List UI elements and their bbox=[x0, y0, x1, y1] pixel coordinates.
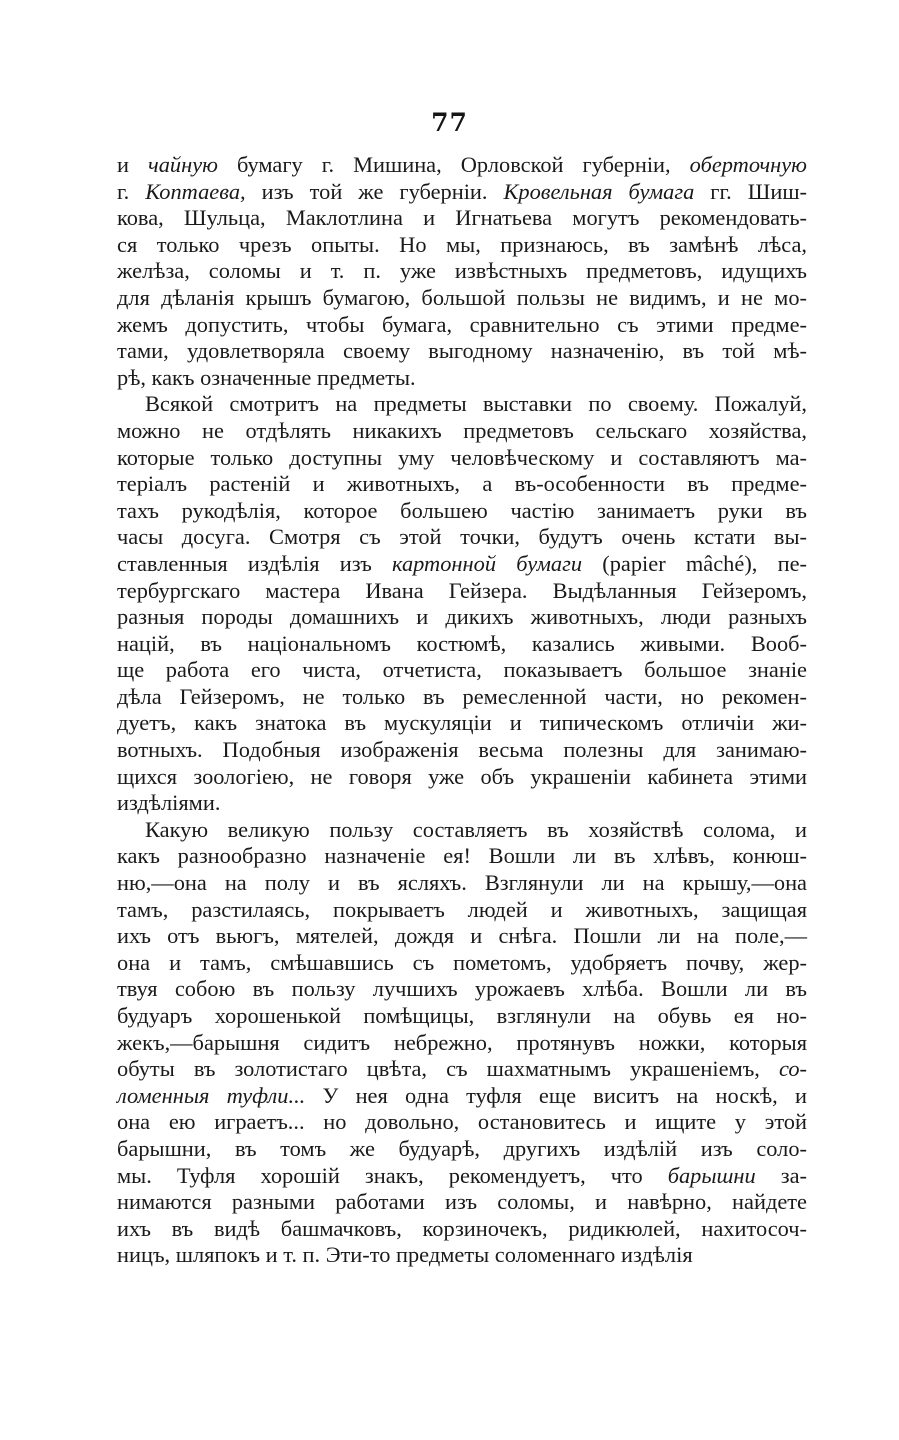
italic-run: оберточную bbox=[689, 152, 807, 177]
text-line bbox=[117, 897, 807, 924]
text-run: обуты въ золотистаго цвѣта, съ шахматнымъ украшеніемъ, bbox=[117, 1056, 779, 1082]
italic-run: Кровельная бумага bbox=[503, 178, 695, 204]
text-run: кова, Шульца, Маклотлина и Игнатьева могутъ рекомендовать- bbox=[117, 205, 807, 231]
text-line bbox=[117, 524, 807, 551]
text-run: націй, въ національномъ костюмѣ, казались живыми. Вооб- bbox=[117, 630, 807, 656]
text-line bbox=[117, 631, 807, 658]
paragraph bbox=[117, 817, 807, 1269]
text-run: вотныхъ. Подобныя изображенія весьма полезны для занимаю- bbox=[117, 737, 807, 763]
text-run: для дѣланія крышъ бумагою, большой пользы не видимъ, и не мо- bbox=[117, 284, 807, 310]
text-line bbox=[117, 843, 807, 870]
text-run: она ею играетъ... но довольно, остановитесь и ищите у этой bbox=[117, 1109, 807, 1135]
text-line bbox=[117, 578, 807, 605]
text-run: часы досуга. Смотря съ этой точки, будутъ очень кстати вы- bbox=[117, 524, 807, 550]
text-line bbox=[117, 1030, 807, 1057]
text-run: можно не отдѣлять никакихъ предметовъ сельскаго хозяйства, bbox=[117, 417, 807, 443]
text-line bbox=[117, 1083, 807, 1110]
body-text bbox=[117, 152, 807, 1269]
text-run: ихъ отъ вьюгъ, мятелей, дождя и снѣга. Пошли ли на поле,— bbox=[117, 923, 807, 949]
text-line bbox=[117, 205, 807, 232]
text-run: мы. Туфля хорошій знакъ, рекомендуетъ, что bbox=[117, 1162, 668, 1188]
text-line bbox=[117, 285, 807, 312]
text-run: разныя породы домашнихъ и дикихъ животныхъ, люди разныхъ bbox=[117, 604, 807, 630]
text-run: тахъ рукодѣлія, которое большею частію занимаетъ руки въ bbox=[117, 497, 807, 523]
text-run: гг. Шиш- bbox=[694, 178, 808, 204]
text-line bbox=[117, 1216, 807, 1243]
text-run: жекъ,—барышня сидитъ небрежно, протянувъ ножки, которыя bbox=[117, 1029, 807, 1055]
text-run: издѣліями. bbox=[117, 790, 221, 816]
text-line bbox=[117, 1109, 807, 1136]
italic-run: Коптаева, bbox=[145, 178, 246, 204]
text-line bbox=[117, 764, 807, 791]
text-run: дуетъ, какъ знатока въ мускуляціи и типическомъ отличіи жи- bbox=[117, 710, 807, 736]
text-line bbox=[117, 152, 807, 179]
text-line bbox=[117, 710, 807, 737]
text-run: нимаются разными работами изъ соломы, и навѣрно, найдете bbox=[117, 1189, 807, 1215]
text-run: ще работа его чиста, отчетиста, показываетъ большое знаніе bbox=[117, 657, 807, 683]
text-run: У нея одна туфля еще виситъ на носкѣ, и bbox=[305, 1082, 807, 1108]
text-line bbox=[117, 338, 807, 365]
text-line bbox=[117, 179, 807, 206]
text-run: ню,—она на полу и въ ясляхъ. Взглянули ли на крышу,—она bbox=[117, 870, 807, 896]
italic-run: ломенныя туфли... bbox=[117, 1082, 306, 1108]
text-run: ницъ, шляпокъ и т. п. Эти-то предметы соломеннаго издѣлія bbox=[117, 1242, 693, 1268]
text-line bbox=[117, 418, 807, 445]
text-line bbox=[117, 790, 807, 817]
paragraph bbox=[117, 152, 807, 391]
text-run: рѣ, какъ означенные предметы. bbox=[117, 364, 416, 390]
text-run: г. bbox=[117, 178, 146, 204]
text-run: бумагу г. Мишина, Орловской губерніи, bbox=[217, 152, 690, 177]
text-line bbox=[117, 232, 807, 259]
text-line bbox=[117, 657, 807, 684]
text-line bbox=[117, 365, 807, 392]
text-run: за- bbox=[755, 1162, 807, 1188]
text-run: (papier mâché), пе- bbox=[582, 550, 807, 576]
text-run: тамъ, разстилаясь, покрываетъ людей и животныхъ, защищая bbox=[117, 896, 807, 922]
text-run: жемъ допустить, чтобы бумага, сравнительно съ этими предме- bbox=[117, 311, 807, 337]
text-run: твуя собою въ пользу лучшихъ урожаевъ хлѣба. Вошли ли въ bbox=[117, 976, 807, 1002]
text-run: щихся зоологіею, не говоря уже объ украшеніи кабинета этими bbox=[117, 763, 807, 789]
text-line bbox=[117, 870, 807, 897]
text-line bbox=[117, 1003, 807, 1030]
italic-run: картонной бумаги bbox=[392, 550, 583, 576]
text-run: будуаръ хорошенькой помѣщицы, взглянули на обувь ея но- bbox=[117, 1003, 807, 1028]
text-run: дѣла Гейзеромъ, не только въ ремесленной части, но рекомен- bbox=[117, 683, 807, 709]
text-line bbox=[117, 1242, 807, 1269]
text-line bbox=[117, 817, 807, 844]
text-run: она и тамъ, смѣшавшись съ пометомъ, удобряетъ почву, жер- bbox=[117, 949, 807, 975]
text-run: изъ той же губерніи. bbox=[245, 178, 504, 204]
text-run: какъ разнообразно назначеніе ея! Вошли ли въ хлѣвъ, конюш- bbox=[117, 843, 807, 869]
paragraph bbox=[117, 391, 807, 817]
text-line bbox=[117, 258, 807, 285]
text-run: Какую великую пользу составляетъ въ хозяйствѣ солома, и bbox=[145, 816, 807, 842]
text-line bbox=[117, 737, 807, 764]
text-line bbox=[117, 1189, 807, 1216]
italic-run: чайную bbox=[148, 152, 218, 177]
italic-run: со- bbox=[778, 1056, 807, 1082]
text-run: барышни, въ томъ же будуарѣ, другихъ издѣлій изъ соло- bbox=[117, 1135, 807, 1161]
text-line bbox=[117, 684, 807, 711]
text-line bbox=[117, 445, 807, 472]
text-run: теріалъ растеній и животныхъ, а въ-особенности въ предме- bbox=[117, 471, 807, 497]
text-run: ставленныя издѣлія изъ bbox=[117, 550, 393, 576]
text-line bbox=[117, 1136, 807, 1163]
text-line bbox=[117, 498, 807, 525]
text-run: ся только чрезъ опыты. Но мы, признаюсь, въ замѣнѣ лѣса, bbox=[117, 231, 807, 257]
text-run: желѣза, соломы и т. п. уже извѣстныхъ предметовъ, идущихъ bbox=[117, 258, 807, 284]
text-run: и bbox=[117, 152, 149, 177]
text-line bbox=[117, 950, 807, 977]
page-number: 77 bbox=[431, 108, 468, 137]
text-line bbox=[117, 471, 807, 498]
text-line bbox=[117, 551, 807, 578]
text-run: тами, удовлетворяла своему выгодному назначенію, въ той мѣ- bbox=[117, 338, 807, 364]
text-line bbox=[117, 1163, 807, 1190]
text-line bbox=[117, 391, 807, 418]
text-line bbox=[117, 312, 807, 339]
italic-run: барышни bbox=[667, 1162, 756, 1188]
text-line bbox=[117, 923, 807, 950]
text-line bbox=[117, 976, 807, 1003]
text-run: ихъ въ видѣ башмачковъ, корзиночекъ, ридикюлей, нахитосоч- bbox=[117, 1215, 807, 1241]
text-line bbox=[117, 604, 807, 631]
text-line bbox=[117, 1056, 807, 1083]
text-run: тербургскаго мастера Ивана Гейзера. Выдѣланныя Гейзеромъ, bbox=[117, 577, 807, 603]
text-run: которые только доступны уму человѣческому и составляютъ ма- bbox=[117, 444, 807, 470]
text-run: Всякой смотритъ на предметы выставки по своему. Пожалуй, bbox=[145, 391, 807, 417]
